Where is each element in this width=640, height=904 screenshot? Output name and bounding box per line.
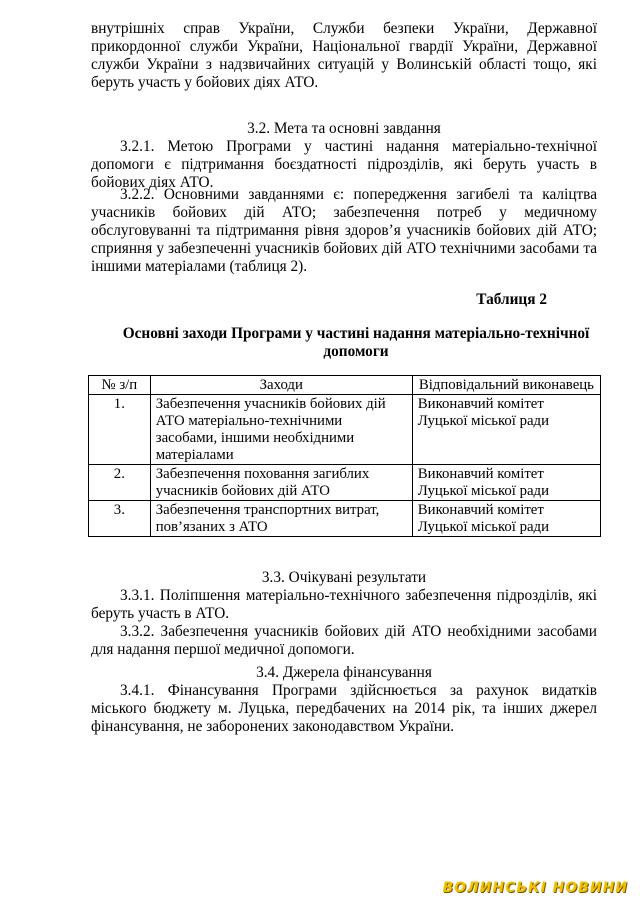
section-3-3-2-paragraph: 3.3.2. Забезпечення учасників бойових дій АТО необхідними засобами для надання першої медичної допомоги. <box>91 623 597 658</box>
section-3-4-heading: 3.4. Джерела фінансування <box>256 664 432 681</box>
row-responsible: Виконавчий комітет Луцької міської ради <box>412 501 600 537</box>
measures-table <box>88 375 601 537</box>
section-3-2-heading: 3.2. Мета та основні завдання <box>247 120 441 137</box>
table-header-row <box>89 376 601 395</box>
table-row <box>89 465 601 501</box>
row-measure: Забезпечення учасників бойових дій АТО матеріально-технічними засобами, іншими необхідними матеріалами <box>150 395 412 465</box>
row-responsible: Виконавчий комітет Луцької міської ради <box>412 465 600 501</box>
table-title: Основні заходи Програми у частині надання матеріально-технічної допомоги <box>122 325 590 360</box>
row-measure: Забезпечення транспортних витрат, пов’язаних з АТО <box>150 501 412 537</box>
header-responsible: Відповідальний виконавець <box>412 376 600 395</box>
header-measures: Заходи <box>150 376 412 395</box>
table-row <box>89 395 601 465</box>
table-row <box>89 501 601 537</box>
row-number: 3. <box>89 501 151 537</box>
row-number: 1. <box>89 395 151 465</box>
section-3-2-1-paragraph: 3.2.1. Метою Програми у частині надання матеріально-технічної допомоги є підтримання боєздатності підрозділів, які беруть участь в бойових діях АТО. <box>91 138 597 191</box>
header-number: № з/п <box>89 376 151 395</box>
row-number: 2. <box>89 465 151 501</box>
table-label: Таблиця 2 <box>476 291 547 308</box>
row-responsible: Виконавчий комітет Луцької міської ради <box>412 395 600 465</box>
row-measure: Забезпечення поховання загиблих учасників бойових дій АТО <box>150 465 412 501</box>
section-3-2-2-paragraph: 3.2.2. Основними завданнями є: попередження загибелі та каліцтва учасників бойових дій АТО; забезпечення потреб у медичному обслуговуванні та підтримання рівня здоров’я учасників бойових дій АТО; сприяння у забезпеченні учасників бойових дій АТО технічними засобами та іншими матеріалами (таблиця 2). <box>91 186 597 275</box>
watermark-logo: ВОЛИНСЬКІ НОВИНИ <box>442 880 628 896</box>
section-3-3-1-paragraph: 3.3.1. Поліпшення матеріально-технічного забезпечення підрозділів, які беруть участь в АТО. <box>91 587 597 622</box>
section-3-3-heading: 3.3. Очікувані результати <box>261 569 427 586</box>
section-3-4-1-paragraph: 3.4.1. Фінансування Програми здійснюється за рахунок видатків міського бюджету м. Луцька, передбачених на 2014 рік, та інших джерел фінансування, не заборонених законодавством України. <box>91 682 597 735</box>
intro-paragraph: внутрішніх справ України, Служби безпеки України, Державної прикордонної служби України, Національної гвардії України, Державної служби України з надзвичайних ситуацій у Волинській області тощо, які беруть участь у бойових діях АТО. <box>91 20 597 91</box>
